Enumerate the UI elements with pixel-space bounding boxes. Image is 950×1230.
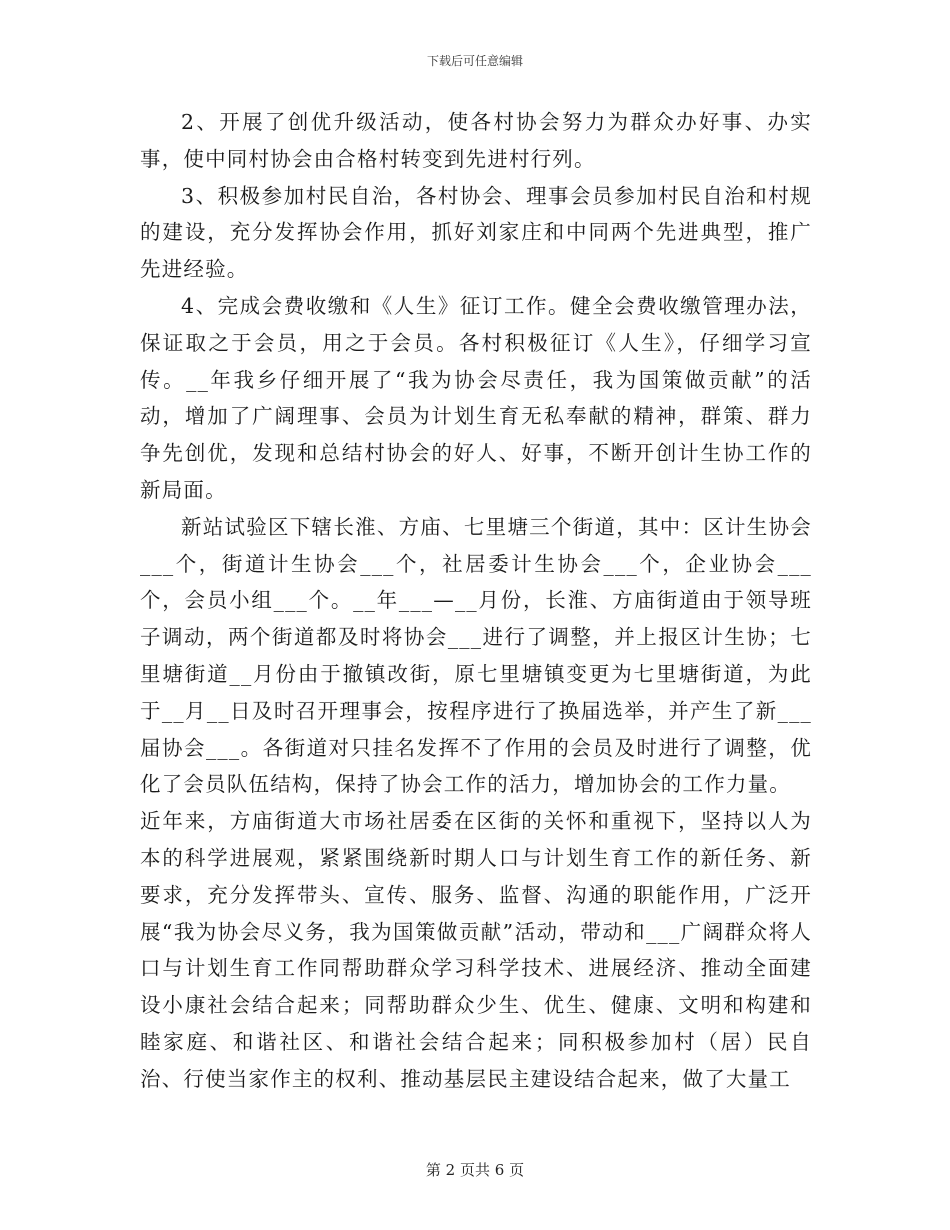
paragraph-item-4: 4、完成会费收缴和《人生》征订工作。健全会费收缴管理办法，保证取之于会员，用之于会员。各村积极征订《人生》，仔细学习宣传。__年我乡仔细开展了“我为协会尽责任，我为国策做贡献”的活动，增加了广阔理事、会员为计划生育无私奉献的精神，群策、群力争先创优，发现和总结村协会的好人、好事，不断开创计生协工作的新局面。 (140, 293, 812, 502)
page-header: 下载后可任意编辑 (426, 54, 523, 68)
document-body (140, 104, 812, 1098)
paragraph-recent-years: 近年来，方庙街道大市场社居委在区街的关怀和重视下，坚持以人为本的科学进展观，紧紧围绕新时期人口与计划生育工作的新任务、新要求，充分发挥带头、宣传、服务、监督、沟通的职能作用，广泛开展“我为协会尽义务，我为国策做贡献”活动，带动和___广阔群众将人口与计划生育工作同帮助群众学习科学技术、进展经济、推动全面建设小康社会结合起来；同帮助群众少生、优生、健康、文明和构建和睦家庭、和谐社区、和谐社会结合起来；同积极参加村（居）民自治、行使当家作主的权利、推动基层民主建设结合起来，做了大量工 (140, 809, 812, 1091)
paragraph-item-2: 2、开展了创优升级活动，使各村协会努力为群众办好事、办实事，使中同村协会由合格村转变到先进村行列。 (140, 110, 812, 171)
paragraph-item-3: 3、积极参加村民自治，各村协会、理事会员参加村民自治和村规的建设，充分发挥协会作用，抓好刘家庄和中同两个先进典型，推广先进经验。 (140, 183, 812, 282)
page-footer: 第 2 页共 6 页 (425, 1161, 525, 1179)
paragraph-xinzhan: 新站试验区下辖长淮、方庙、七里塘三个街道，其中：区计生协会___个，街道计生协会___个，社居委计生协会___个，企业协会___个，会员小组___个。__年___—__月份，长淮、方庙街道由于领导班子调动，两个街道都及时将协会___进行了调整，并上报区计生协；七里塘街道__月份由于撤镇改街，原七里塘镇变更为七里塘街道，为此于__月__日及时召开理事会，按程序进行了换届选举，并产生了新___届协会___。各街道对只挂名发挥不了作用的会员及时进行了调整，优化了会员队伍结构，保持了协会工作的活力，增加协会的工作力量。 (140, 514, 812, 797)
